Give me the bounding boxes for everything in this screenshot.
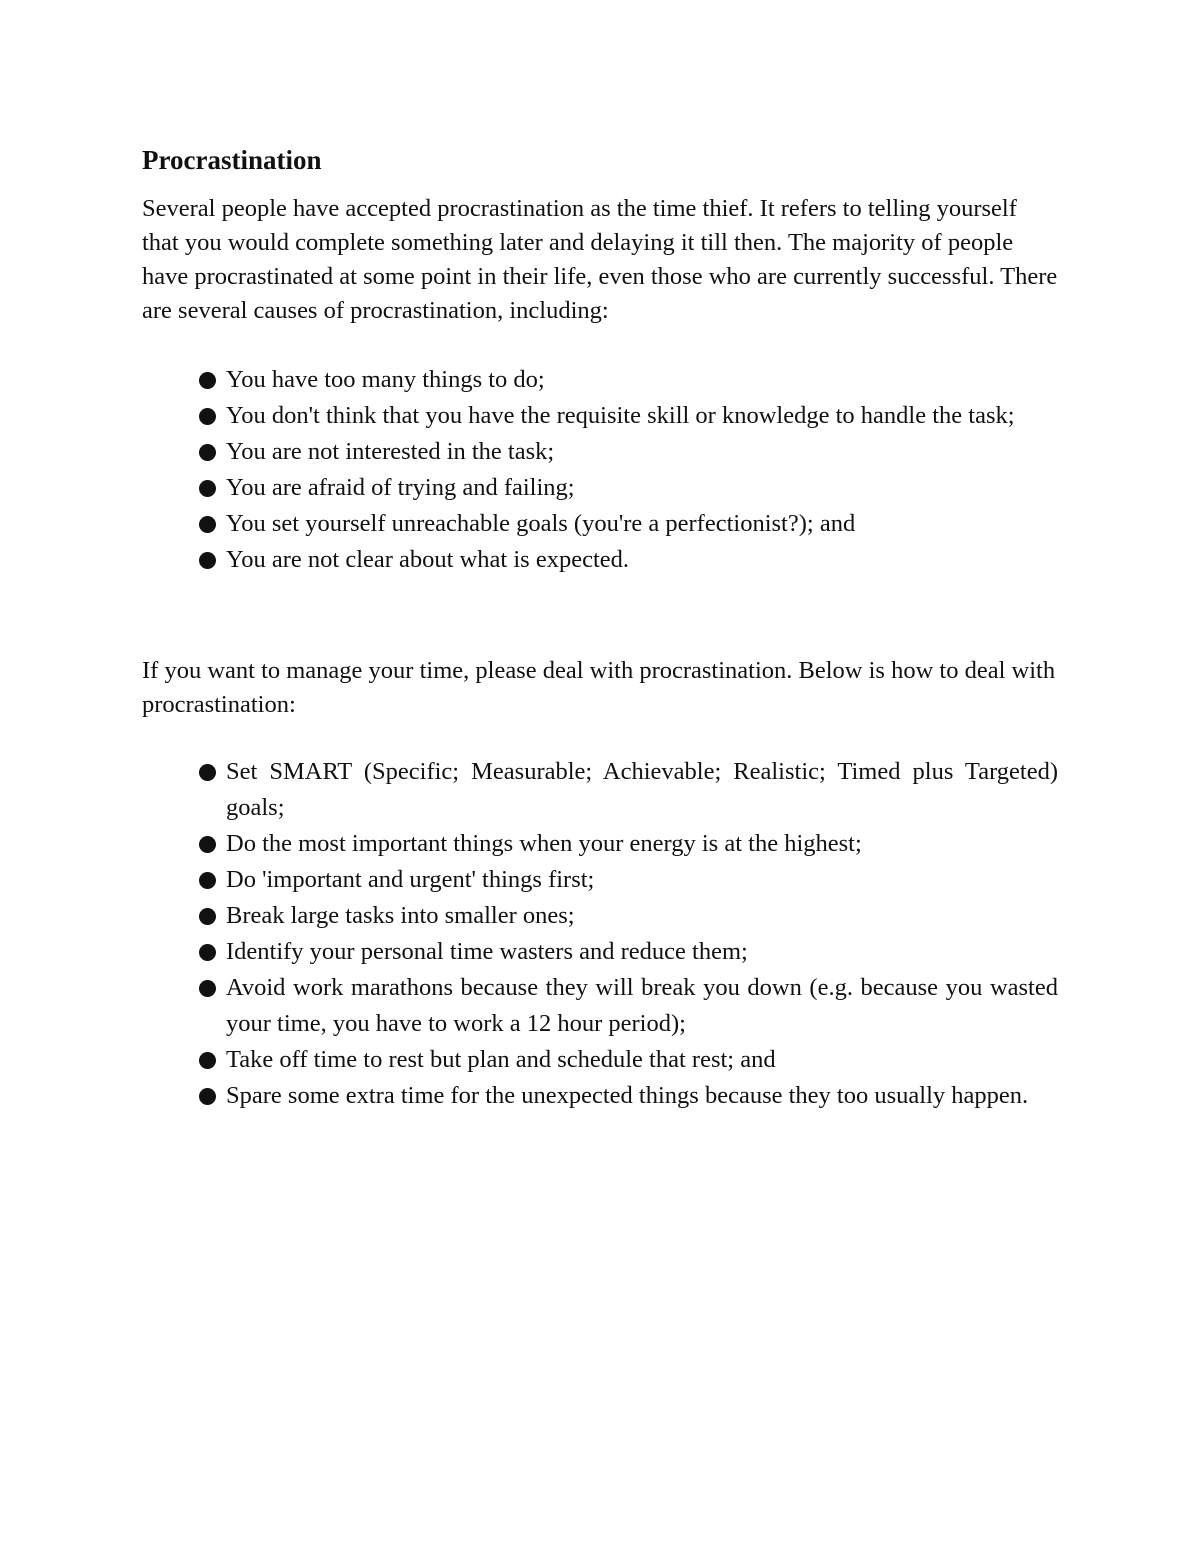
list-item <box>199 1042 1058 1078</box>
list-item-text: Identify your personal time wasters and reduce them; <box>226 938 748 965</box>
list-item <box>199 970 1058 1042</box>
list-item <box>199 434 1058 470</box>
list-item <box>199 470 1058 506</box>
list-item-text: You are not clear about what is expected. <box>226 546 629 573</box>
bullet-icon <box>199 908 216 925</box>
list-item <box>199 898 1058 934</box>
list-item-text: Do the most important things when your energy is at the highest; <box>226 830 862 857</box>
list-item-text: Avoid work marathons because they will break you down (e.g. because you wasted your time, you have to work a 12 hour period); <box>226 974 1058 1037</box>
list-item <box>199 362 1058 398</box>
list-item-text: Spare some extra time for the unexpected things because they too usually happen. <box>226 1082 1029 1109</box>
list-item <box>199 862 1058 898</box>
intro-paragraph: Several people have accepted procrastination as the time thief. It refers to telling yourself that you would complete something later and delaying it till then. The majority of people have procrastinated at some point in their life, even those who are currently successful. There are several causes of procrastination, including: <box>142 195 1058 324</box>
list-item-text: You are afraid of trying and failing; <box>226 474 575 501</box>
bullet-icon <box>199 516 216 533</box>
list-item <box>199 542 1058 578</box>
bullet-icon <box>199 1088 216 1105</box>
causes-list <box>142 362 1058 578</box>
strategies-list <box>142 754 1058 1114</box>
bullet-icon <box>199 764 216 781</box>
page-title: Procrastination <box>142 145 322 175</box>
bullet-icon <box>199 408 216 425</box>
list-item-text: Break large tasks into smaller ones; <box>226 902 575 929</box>
bullet-icon <box>199 836 216 853</box>
bullet-icon <box>199 480 216 497</box>
list-item <box>199 826 1058 862</box>
bullet-icon <box>199 552 216 569</box>
list-item <box>199 934 1058 970</box>
document-content <box>142 142 1058 1114</box>
list-item-text: You have too many things to do; <box>226 366 545 393</box>
list-item-text: Do 'important and urgent' things first; <box>226 866 595 893</box>
list-item-text: You are not interested in the task; <box>226 438 555 465</box>
list-item <box>199 1078 1058 1114</box>
bullet-icon <box>199 980 216 997</box>
list-item <box>199 398 1058 434</box>
list-item-text: Take off time to rest but plan and schedule that rest; and <box>226 1046 776 1073</box>
bullet-icon <box>199 872 216 889</box>
deal-paragraph: If you want to manage your time, please deal with procrastination. Below is how to deal with procrastination: <box>142 657 1056 718</box>
list-item <box>199 754 1058 826</box>
list-item-text: You set yourself unreachable goals (you're a perfectionist?); and <box>226 510 856 537</box>
bullet-icon <box>199 372 216 389</box>
list-item-text: You don't think that you have the requisite skill or knowledge to handle the task; <box>226 402 1015 429</box>
bullet-icon <box>199 944 216 961</box>
list-item <box>199 506 1058 542</box>
list-item-text: Set SMART (Specific; Measurable; Achievable; Realistic; Timed plus Targeted) goals; <box>226 758 1058 821</box>
bullet-icon <box>199 1052 216 1069</box>
bullet-icon <box>199 444 216 461</box>
